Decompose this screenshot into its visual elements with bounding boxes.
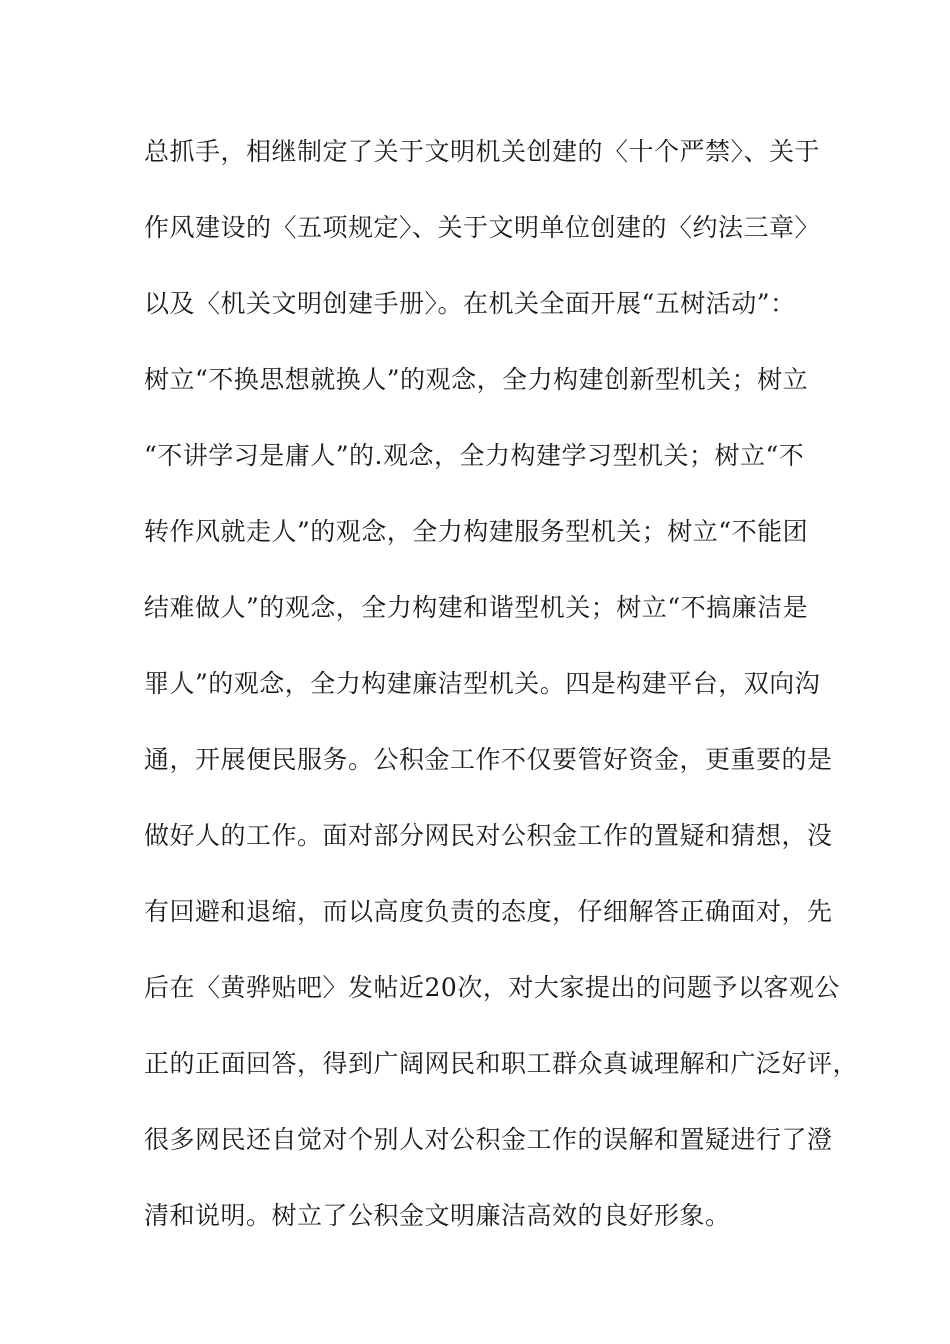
text-line: 总抓手，相继制定了关于文明机关创建的〈十个严禁〉、关于: [144, 137, 821, 166]
text-line: 有回避和退缩，而以高度负责的态度，仔细解答正确面对，先: [144, 897, 833, 926]
text-line: “不讲学习是庸人”的.观念，全力构建学习型机关；树立“不: [144, 441, 805, 470]
text-line: 结难做人”的观念，全力构建和谐型机关；树立“不搞廉洁是: [144, 593, 809, 622]
text-line: 做好人的工作。面对部分网民对公积金工作的置疑和猜想，没: [144, 821, 833, 850]
text-line: 作风建设的〈五项规定〉、关于文明单位创建的〈约法三章〉: [144, 213, 821, 242]
text-line: 正的正面回答，得到广阔网民和职工群众真诚理解和广泛好评，: [144, 1049, 859, 1078]
text-line: 罪人”的观念，全力构建廉洁型机关。四是构建平台，双向沟: [144, 669, 821, 698]
text-line: 清和说明。树立了公积金文明廉洁高效的良好形象。: [144, 1201, 731, 1230]
text-line: 树立“不换思想就换人”的观念，全力构建创新型机关；树立: [144, 365, 809, 394]
text-line: 通，开展便民服务。公积金工作不仅要管好资金，更重要的是: [144, 745, 833, 774]
text-line: 很多网民还自觉对个别人对公积金工作的误解和置疑进行了澄: [144, 1125, 833, 1154]
text-line: 转作风就走人”的观念，全力构建服务型机关；树立“不能团: [144, 517, 809, 546]
body-paragraph: [144, 132, 859, 1272]
text-line: 以及〈机关文明创建手册〉。在机关全面开展“五树活动”：: [144, 289, 796, 318]
text-line: 后在〈黄骅贴吧〉发帖近20次，对大家提出的问题予以客观公: [144, 973, 840, 1002]
